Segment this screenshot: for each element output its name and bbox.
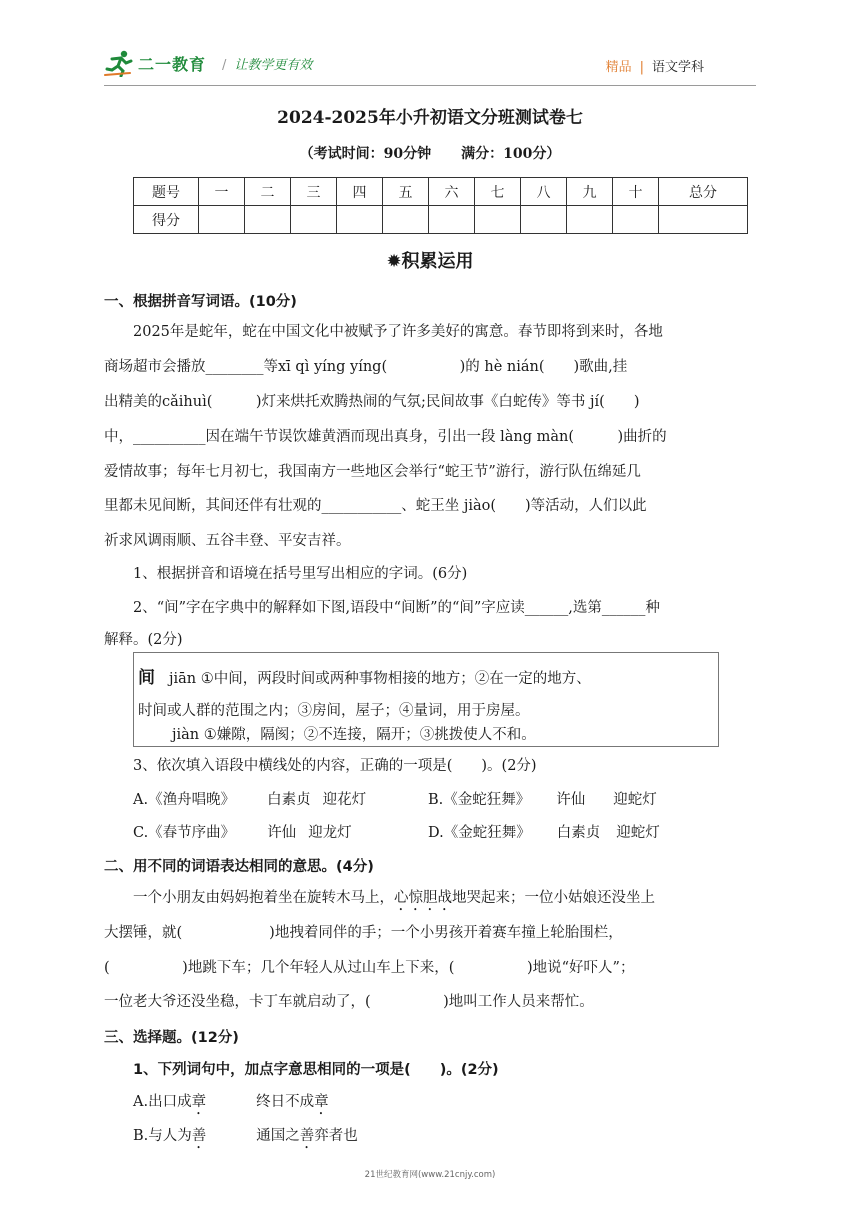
q3-option-b-pre: B.与人为 xyxy=(133,1128,192,1144)
dict-line-3: jiàn ①嫌隙，隔阂；②不连接，隔开；③挑拨使人不和。 xyxy=(172,727,536,743)
q3-option-b[interactable] xyxy=(133,1124,358,1152)
slogan-text: 让教学更有效 xyxy=(234,57,313,73)
table-cell: 三 xyxy=(291,178,337,206)
logo-text: 二一教育 xyxy=(138,54,207,74)
score-input-cell[interactable] xyxy=(659,206,748,234)
option-c-item2: 迎龙灯 xyxy=(308,825,352,841)
q2-line-2: 大摆锤，就( )地拽着同伴的手；一个小男孩开着赛车撞上轮胎围栏， xyxy=(104,925,623,941)
table-cell: 得分 xyxy=(134,206,199,234)
q1-line-5: 爱情故事；每年七月初七，我国南方一些地区会举行“蛇王节”游行，游行队伍绵延几 xyxy=(104,464,641,480)
table-cell: 七 xyxy=(475,178,521,206)
subject-tag: 语文学科 xyxy=(651,60,704,75)
q3-option-a2-dot: 章 xyxy=(314,1094,329,1110)
page-footer: 21世纪教育网(www.21cnjy.com) xyxy=(364,1170,496,1180)
q3-sub1: 1、下列词句中，加点字意思相同的一项是( )。(2分) xyxy=(133,1062,499,1078)
q3-option-b2-pre: 通国之 xyxy=(256,1128,300,1144)
quality-tag: 精品 xyxy=(605,60,632,75)
page-title: 2024-2025年小升初语文分班测试卷七 xyxy=(277,108,583,128)
exam-full-score: 满分：100分） xyxy=(461,146,561,162)
table-cell: 五 xyxy=(383,178,429,206)
score-table-score-row xyxy=(134,206,748,234)
table-cell: 一 xyxy=(199,178,245,206)
dictionary-box xyxy=(133,652,719,747)
q2-line-1-pre: 一个小朋友由妈妈抱着坐在旋转木马上， xyxy=(133,890,394,906)
dict-line-2: 时间或人群的范围之内；③房间，屋子；④量词，用于房屋。 xyxy=(138,703,530,719)
option-a[interactable] xyxy=(133,788,366,809)
q1-line-6: 里都未见间断，其间还伴有壮观的___________、蛇王坐 jiào( )等活动，人们以此 xyxy=(104,498,647,514)
table-cell: 九 xyxy=(567,178,613,206)
table-cell: 八 xyxy=(521,178,567,206)
exam-time: （考试时间：90分钟 xyxy=(299,146,432,162)
score-input-cell[interactable] xyxy=(567,206,613,234)
slogan: / 让教学更有效 xyxy=(222,57,313,73)
score-input-cell[interactable] xyxy=(337,206,383,234)
q3-heading: 三、选择题。(12分) xyxy=(104,1030,239,1046)
option-c[interactable] xyxy=(133,821,352,842)
option-a-item1: 白素贞 xyxy=(267,792,311,808)
score-input-cell[interactable] xyxy=(521,206,567,234)
q3-option-b2-dot: 善 xyxy=(299,1128,315,1144)
option-b-label: B.《金蛇狂舞》 xyxy=(428,792,531,808)
table-cell: 二 xyxy=(245,178,291,206)
q3-option-a[interactable] xyxy=(133,1090,329,1118)
table-cell: 十 xyxy=(613,178,659,206)
header-tags: 精品 | 语文学科 xyxy=(605,60,704,75)
score-input-cell[interactable] xyxy=(475,206,521,234)
score-input-cell[interactable] xyxy=(291,206,337,234)
q1-heading: 一、根据拼音写词语。(10分) xyxy=(104,294,297,310)
q2-line-3: ( )地跳下车；几个年轻人从过山车上下来，( )地说“好吓人”； xyxy=(104,960,635,976)
q1-line-4: 中，__________因在端午节误饮雄黄酒而现出真身，引出一段 làng màn( )曲折的 xyxy=(104,429,667,445)
option-d-item1: 白素贞 xyxy=(556,825,601,841)
q2-line-1 xyxy=(133,886,655,914)
q1-sub2: 2、“间”字在字典中的解释如下图,语段中“间断”的“间”字应读______,选第______种 xyxy=(133,600,660,616)
q3-option-a-pre: A.出口成 xyxy=(133,1094,192,1110)
dict-line-1: jiān ①中间，两段时间或两种事物相接的地方；②在一定的地方、 xyxy=(169,671,591,687)
option-d[interactable] xyxy=(428,821,660,842)
q1-line-1: 2025年是蛇年，蛇在中国文化中被赋予了许多美好的寓意。春节即将到来时，各地 xyxy=(133,324,663,340)
table-cell: 总分 xyxy=(659,178,748,206)
q1-line-3: 出精美的cǎihuì( )灯来烘托欢腾热闹的气氛;民间故事《白蛇传》等书 jí( ) xyxy=(104,394,640,410)
brand-logo xyxy=(104,48,312,78)
option-b-item1: 许仙 xyxy=(556,792,586,808)
option-d-item2: 迎蛇灯 xyxy=(616,825,660,841)
q2-line-4: 一位老大爷还没坐稳，卡丁车就启动了，( )地叫工作人员来帮忙。 xyxy=(104,994,594,1010)
table-cell: 六 xyxy=(429,178,475,206)
header-divider xyxy=(104,85,756,86)
q2-dotted-word: 心惊胆战 xyxy=(394,890,452,906)
q1-line-2: 商场超市会播放________等xī qì yíng yíng( )的 hè nián( )歌曲,挂 xyxy=(104,359,628,375)
runner-logo-icon xyxy=(104,49,134,77)
score-table xyxy=(133,177,748,234)
q1-sub1: 1、根据拼音和语境在括号里写出相应的字词。(6分) xyxy=(133,566,468,582)
option-a-label: A.《渔舟唱晚》 xyxy=(133,792,236,808)
q1-sub2-cont: 解释。(2分) xyxy=(104,632,183,648)
option-b-item2: 迎蛇灯 xyxy=(613,792,657,808)
option-c-item1: 许仙 xyxy=(267,825,297,841)
q1-line-7: 祈求风调雨顺、五谷丰登、平安吉祥。 xyxy=(104,533,351,549)
dict-char: 间 xyxy=(138,668,155,688)
option-d-label: D.《金蛇狂舞》 xyxy=(428,825,531,841)
q2-line-1-post: 地哭起来；一位小姑娘还没坐上 xyxy=(452,890,655,906)
option-b[interactable] xyxy=(428,788,657,809)
table-cell: 题号 xyxy=(134,178,199,206)
score-table-header-row xyxy=(134,178,748,206)
score-input-cell[interactable] xyxy=(245,206,291,234)
q3-option-b2-post: 弈者也 xyxy=(314,1128,358,1144)
score-input-cell[interactable] xyxy=(429,206,475,234)
section-title: ✹积累运用 xyxy=(386,251,474,272)
score-input-cell[interactable] xyxy=(613,206,659,234)
q1-sub3: 3、依次填入语段中横线处的内容，正确的一项是( )。(2分) xyxy=(133,758,537,774)
q3-option-a-dot: 章 xyxy=(191,1094,207,1110)
option-c-label: C.《春节序曲》 xyxy=(133,825,236,841)
exam-info xyxy=(0,143,860,163)
table-cell: 四 xyxy=(337,178,383,206)
score-input-cell[interactable] xyxy=(199,206,245,234)
q3-option-b-dot: 善 xyxy=(191,1128,207,1144)
q2-heading: 二、用不同的词语表达相同的意思。(4分) xyxy=(104,859,374,875)
option-a-item2: 迎花灯 xyxy=(322,792,367,808)
q3-option-a2-pre: 终日不成 xyxy=(256,1094,315,1110)
score-input-cell[interactable] xyxy=(383,206,429,234)
